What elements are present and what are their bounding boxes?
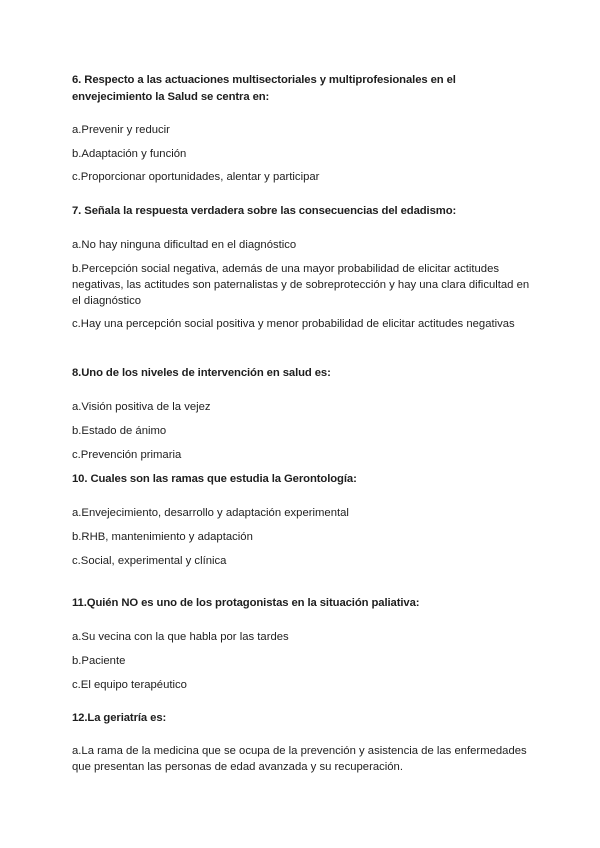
question-7-title: 7. Señala la respuesta verdadera sobre las consecuencias del edadismo: (72, 205, 457, 217)
question-8-option-c: c.Prevención primaria (72, 449, 182, 461)
question-11-option-b: b.Paciente (72, 655, 126, 667)
question-8-option-a: a.Visión positiva de la vejez (72, 401, 211, 413)
question-12-option-a: a.La rama de la medicina que se ocupa de la prevención y asistencia de las enfermedades que presentan las personas de edad avanzada y su recuperación. (72, 745, 527, 773)
question-7-option-b: b.Percepción social negativa, además de una mayor probabilidad de elicitar actitudes negativas, las actitudes son paternalistas y de sobreprotección y hay una clara dificultad en el diagnóstico (72, 263, 530, 307)
question-11-option-a: a.Su vecina con la que habla por las tardes (72, 631, 289, 643)
question-12-title: 12.La geriatría es: (72, 712, 167, 724)
question-11-title: 11.Quién NO es uno de los protagonistas en la situación paliativa: (72, 597, 420, 609)
question-6-option-c: c.Proporcionar oportunidades, alentar y participar (72, 171, 320, 183)
question-10-title: 10. Cuales son las ramas que estudia la Gerontología: (72, 473, 357, 485)
question-8-option-b: b.Estado de ánimo (72, 425, 167, 437)
question-6-option-b: b.Adaptación y función (72, 148, 187, 160)
question-10-option-b: b.RHB, mantenimiento y adaptación (72, 531, 253, 543)
question-11-option-c: c.El equipo terapéutico (72, 679, 187, 691)
question-10-option-c: c.Social, experimental y clínica (72, 555, 227, 567)
question-8-title: 8.Uno de los niveles de intervención en salud es: (72, 367, 331, 379)
question-10-option-a: a.Envejecimiento, desarrollo y adaptación experimental (72, 507, 349, 519)
question-6-option-a: a.Prevenir y reducir (72, 124, 170, 136)
question-7-option-c: c.Hay una percepción social positiva y menor probabilidad de elicitar actitudes negativas (72, 318, 515, 330)
question-6-title: 6. Respecto a las actuaciones multisectoriales y multiprofesionales en el envejecimiento la Salud se centra en: (72, 74, 456, 103)
question-7-option-a: a.No hay ninguna dificultad en el diagnóstico (72, 239, 297, 251)
